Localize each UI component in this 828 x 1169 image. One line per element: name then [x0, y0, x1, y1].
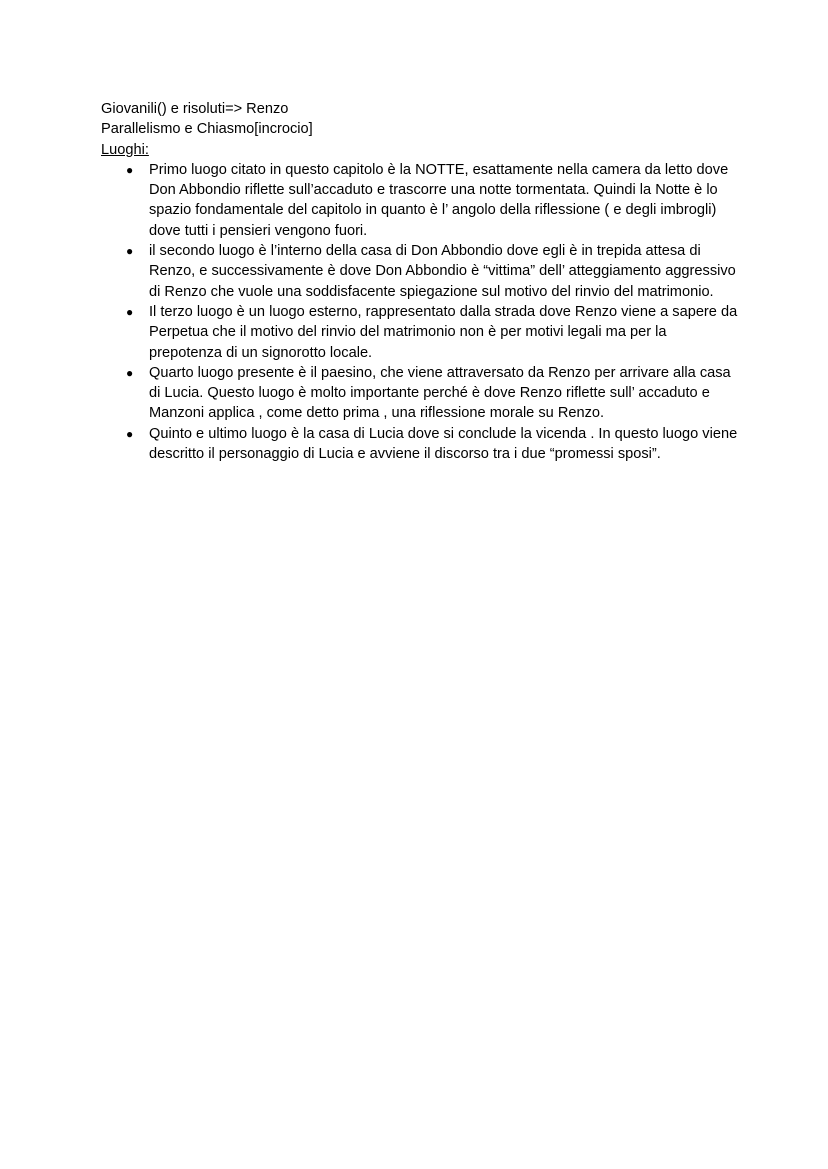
list-item-text: Quinto e ultimo luogo è la casa di Lucia dove si conclude la vicenda . In questo luogo viene descritto il personaggio di Lucia e avviene il discorso tra i due “promessi sposi”. — [149, 425, 738, 463]
luoghi-list — [101, 160, 741, 464]
list-item — [101, 160, 741, 241]
list-item-text: Quarto luogo presente è il paesino, che viene attraversato da Renzo per arrivare alla casa di Lucia. Questo luogo è molto importante perché è dove Renzo riflette sull’ accaduto e Manzoni applica , come detto prima , una riflessione morale su Renzo. — [149, 364, 731, 422]
document-page — [101, 99, 741, 464]
note-line-renzo: Giovanili() e risoluti=> Renzo — [101, 101, 289, 117]
bullet-icon: ● — [126, 244, 134, 259]
list-item-text: il secondo luogo è l’interno della casa di Don Abbondio dove egli è in trepida attesa di Renzo, e successivamente è dove Don Abbondio è “vittima” dell’ atteggiamento aggressivo di Renzo che vuole una soddisfacente spiegazione sul motivo del rinvio del matrimonio. — [149, 243, 736, 300]
note-line-parallelismo: Parallelismo e Chiasmo[incrocio] — [101, 121, 313, 138]
bullet-icon: ● — [126, 304, 134, 319]
list-item — [101, 424, 741, 465]
list-item-text: Il terzo luogo è un luogo esterno, rappresentato dalla strada dove Renzo viene a sapere da Perpetua che il motivo del rinvio del matrimonio non è per motivi legali ma per la prepotenza di un signorotto locale. — [149, 303, 738, 361]
list-item — [101, 363, 741, 424]
list-item — [101, 302, 741, 363]
bullet-icon: ● — [126, 426, 134, 441]
list-item — [101, 241, 741, 302]
section-heading-luoghi: Luoghi: — [101, 141, 149, 158]
bullet-icon: ● — [126, 162, 134, 177]
bullet-icon: ● — [126, 365, 134, 380]
list-item-text: Primo luogo citato in questo capitolo è la NOTTE, esattamente nella camera da letto dove Don Abbondio riflette sull’accaduto e trascorre una notte tormentata. Quindi la Notte è lo spazio fondamentale del capitolo in quanto è l’ angolo della riflessione ( e degli imbrogli) dove tutti i pensieri vengono fuori. — [149, 161, 729, 239]
